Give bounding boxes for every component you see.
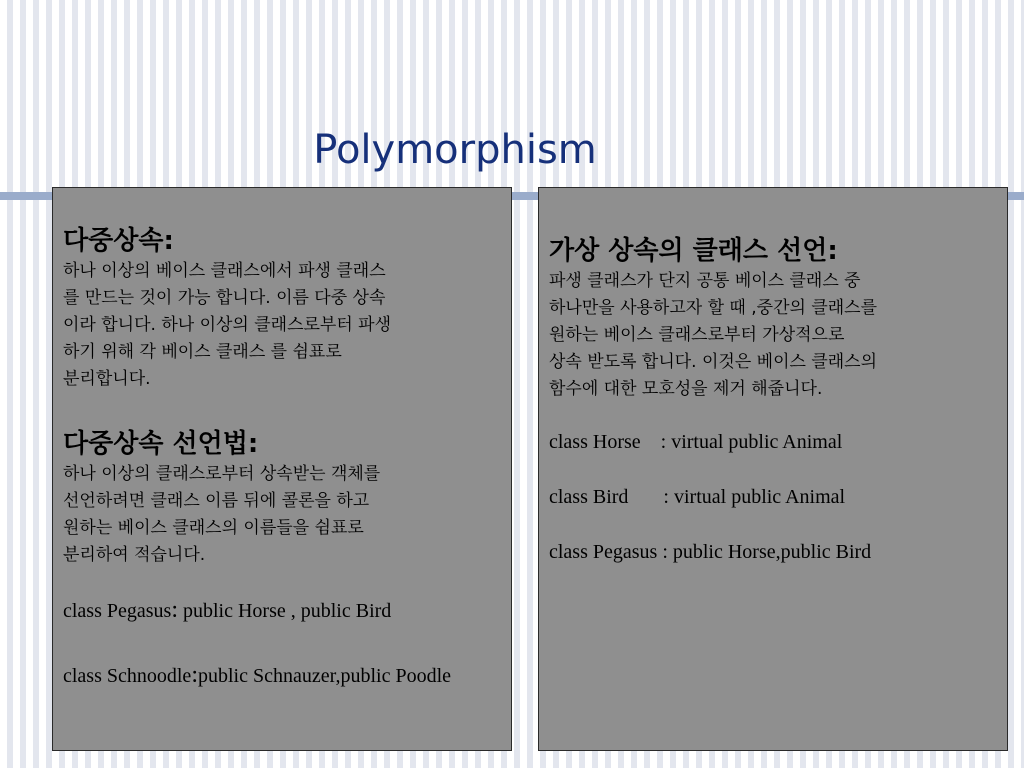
right-panel: [538, 187, 1008, 751]
code-class-name: class Schnoodle: [63, 665, 192, 687]
multiple-inheritance-description: 하나 이상의 베이스 클래스에서 파생 클래스 를 만드는 것이 가능 합니다. 이름 다중 상속 이라 합니다. 하나 이상의 클래스로부터 파생 하기 위해 각 베이스 클래스 를 쉼표로 분리합니다.: [63, 261, 392, 389]
declaration-syntax-heading: 다중상속 선언법:: [63, 429, 259, 459]
multiple-inheritance-heading: 다중상속:: [63, 226, 174, 256]
left-panel: [52, 187, 512, 751]
code-example-horse: class Horse : virtual public Animal: [549, 431, 843, 453]
slide-title: Polymorphism: [313, 127, 597, 173]
code-example-pegasus: [63, 597, 505, 624]
code-example-schnoodle: [63, 662, 505, 689]
code-colon: :: [191, 662, 198, 688]
code-base-list: public Horse , public Bird: [178, 600, 392, 622]
code-example-pegasus-virtual: class Pegasus : public Horse,public Bird: [549, 541, 872, 563]
virtual-inheritance-heading: 가상 상속의 클래스 선언:: [549, 236, 838, 266]
virtual-inheritance-description: 파생 클래스가 단지 공통 베이스 클래스 중 하나만을 사용하고자 할 때 ,중간의 클래스를 원하는 베이스 클래스로부터 가상적으로 상속 받도록 합니다. 이것은 베이스 클래스의 함수에 대한 모호성을 제거 해줍니다.: [549, 271, 878, 399]
declaration-syntax-description: 하나 이상의 클래스로부터 상속받는 객체를 선언하려면 클래스 이름 뒤에 콜론을 하고 원하는 베이스 클래스의 이름들을 쉼표로 분리하여 적습니다.: [63, 464, 381, 565]
code-class-name: class Pegasus: [63, 600, 172, 622]
code-colon: :: [171, 597, 178, 623]
code-base-list: public Schnauzer,public Poodle: [197, 665, 452, 687]
code-example-bird: class Bird : virtual public Animal: [549, 486, 846, 508]
